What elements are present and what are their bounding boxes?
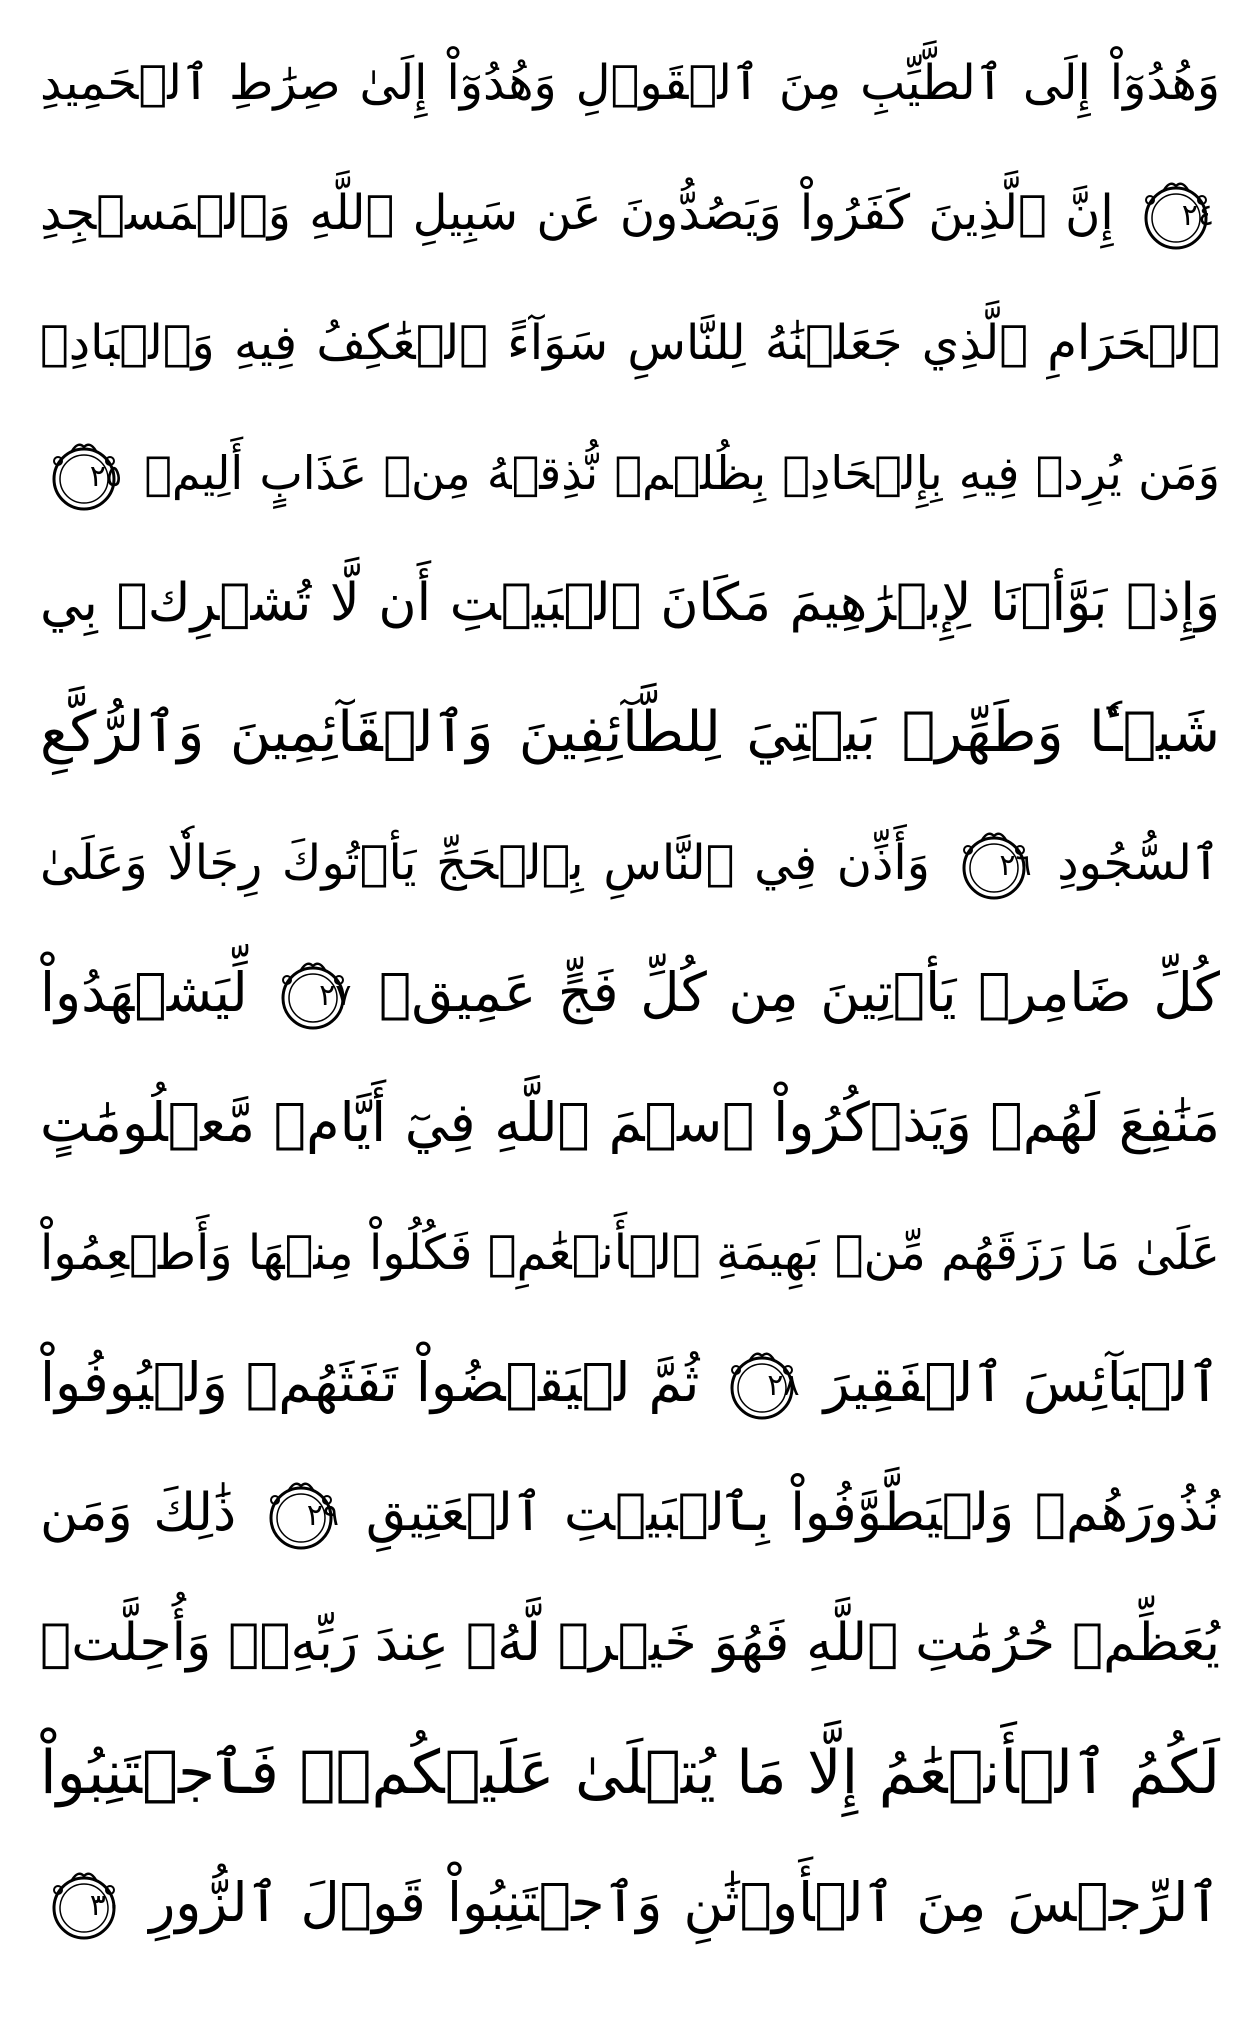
verse-number: ٢٤ bbox=[1181, 198, 1214, 233]
text-line bbox=[40, 808, 1220, 918]
verse-text: شَيۡـٔٗا وَطَهِّرۡ بَيۡتِيَ لِلطَّآئِفِينَ وَٱلۡقَآئِمِينَ وَٱلرُّكَّعِ bbox=[40, 700, 1220, 765]
verse-number: ٢٦ bbox=[999, 848, 1032, 883]
text-line bbox=[40, 1588, 1220, 1698]
text-line bbox=[40, 1458, 1220, 1568]
verse-number: ٢٧ bbox=[319, 978, 352, 1014]
verse-text: وَمَن يُرِدۡ فِيهِ بِإِلۡحَادِۭ بِظُلۡمٖ نُّذِقۡهُ مِنۡ عَذَابٍ أَلِيمٖ bbox=[144, 446, 1221, 500]
verse-text: عَلَىٰ مَا رَزَقَهُم مِّنۢ بَهِيمَةِ ٱلۡأَنۡعَٰمِۖ فَكُلُواْ مِنۡهَا وَأَطۡعِمُواْ bbox=[40, 1225, 1220, 1281]
verse-number: ٢٨ bbox=[767, 1368, 800, 1404]
verse-number-marker bbox=[46, 1868, 122, 1944]
verse-text: ذَٰلِكَ وَمَن bbox=[40, 1483, 237, 1543]
verse-text: وَإِذۡ بَوَّأۡنَا لِإِبۡرَٰهِيمَ مَكَانَ ٱلۡبَيۡتِ أَن لَّا تُشۡرِكۡ بِي bbox=[40, 573, 1220, 633]
verse-text: وَأَذِّن فِي ٱلنَّاسِ بِٱلۡحَجِّ يَأۡتُوكَ رِجَالٗا وَعَلَىٰ bbox=[40, 835, 930, 891]
text-line bbox=[40, 158, 1220, 268]
verse-text: لِّيَشۡهَدُواْ bbox=[40, 961, 248, 1024]
verse-number-marker bbox=[275, 958, 351, 1034]
text-line bbox=[40, 1198, 1220, 1308]
verse-text: وَهُدُوٓاْ إِلَى ٱلطَّيِّبِ مِنَ ٱلۡقَوۡلِ وَهُدُوٓاْ إِلَىٰ صِرَٰطِ ٱلۡحَمِيدِ bbox=[40, 55, 1220, 111]
verse-text: ٱلۡحَرَامِ ٱلَّذِي جَعَلۡنَٰهُ لِلنَّاسِ سَوَآءً ٱلۡعَٰكِفُ فِيهِ وَٱلۡبَادِۚ bbox=[40, 315, 1220, 371]
verse-text: ٱلرِّجۡسَ مِنَ ٱلۡأَوۡثَٰنِ وَٱجۡتَنِبُواْ قَوۡلَ ٱلزُّورِ bbox=[149, 1871, 1220, 1934]
verse-text: نُذُورَهُمۡ وَلۡيَطَّوَّفُواْ بِٱلۡبَيۡتِ ٱلۡعَتِيقِ bbox=[365, 1483, 1220, 1543]
verse-text: ٱلۡبَآئِسَ ٱلۡفَقِيرَ bbox=[823, 1351, 1220, 1414]
verse-number-marker bbox=[263, 1478, 339, 1554]
text-line bbox=[40, 1068, 1220, 1178]
text-line bbox=[40, 1848, 1220, 1958]
verse-text: لَكُمُ ٱلۡأَنۡعَٰمُ إِلَّا مَا يُتۡلَىٰ عَلَيۡكُمۡۖ فَٱجۡتَنِبُواْ bbox=[40, 1738, 1220, 1808]
text-line bbox=[40, 1328, 1220, 1438]
verse-text: إِنَّ ٱلَّذِينَ كَفَرُواْ وَيَصُدُّونَ عَن سَبِيلِ ٱللَّهِ وَٱلۡمَسۡجِدِ bbox=[40, 185, 1114, 241]
verse-number-marker bbox=[956, 828, 1032, 904]
verse-text: ٱلسُّجُودِ bbox=[1057, 835, 1220, 891]
verse-text: ثُمَّ لۡيَقۡضُواْ تَفَثَهُمۡ وَلۡيُوفُواْ bbox=[40, 1351, 700, 1414]
mushaf-page bbox=[40, 0, 1220, 2038]
verse-number-marker bbox=[1138, 178, 1214, 254]
verse-text: يُعَظِّمۡ حُرُمَٰتِ ٱللَّهِ فَهُوَ خَيۡرٞ لَّهُۥ عِندَ رَبِّهِۦۗ وَأُحِلَّتۡ bbox=[40, 1613, 1220, 1673]
verse-number-marker bbox=[724, 1348, 800, 1424]
verse-number-marker bbox=[46, 439, 122, 515]
verse-number: ٢٥ bbox=[89, 458, 122, 494]
text-line bbox=[40, 288, 1220, 398]
text-line bbox=[40, 28, 1220, 138]
verse-number: ٢٩ bbox=[306, 1498, 339, 1533]
text-line bbox=[40, 548, 1220, 658]
verse-text: كُلِّ ضَامِرٖ يَأۡتِينَ مِن كُلِّ فَجٍّ عَمِيقٖ bbox=[379, 961, 1220, 1024]
text-line bbox=[40, 1718, 1220, 1828]
verse-text: مَنَٰفِعَ لَهُمۡ وَيَذۡكُرُواْ ٱسۡمَ ٱللَّهِ فِيٓ أَيَّامٖ مَّعۡلُومَٰتٍ bbox=[40, 1091, 1220, 1154]
verse-number: ٣٠ bbox=[89, 1888, 122, 1924]
text-line bbox=[40, 938, 1220, 1048]
text-line bbox=[40, 678, 1220, 788]
text-line bbox=[40, 418, 1220, 528]
